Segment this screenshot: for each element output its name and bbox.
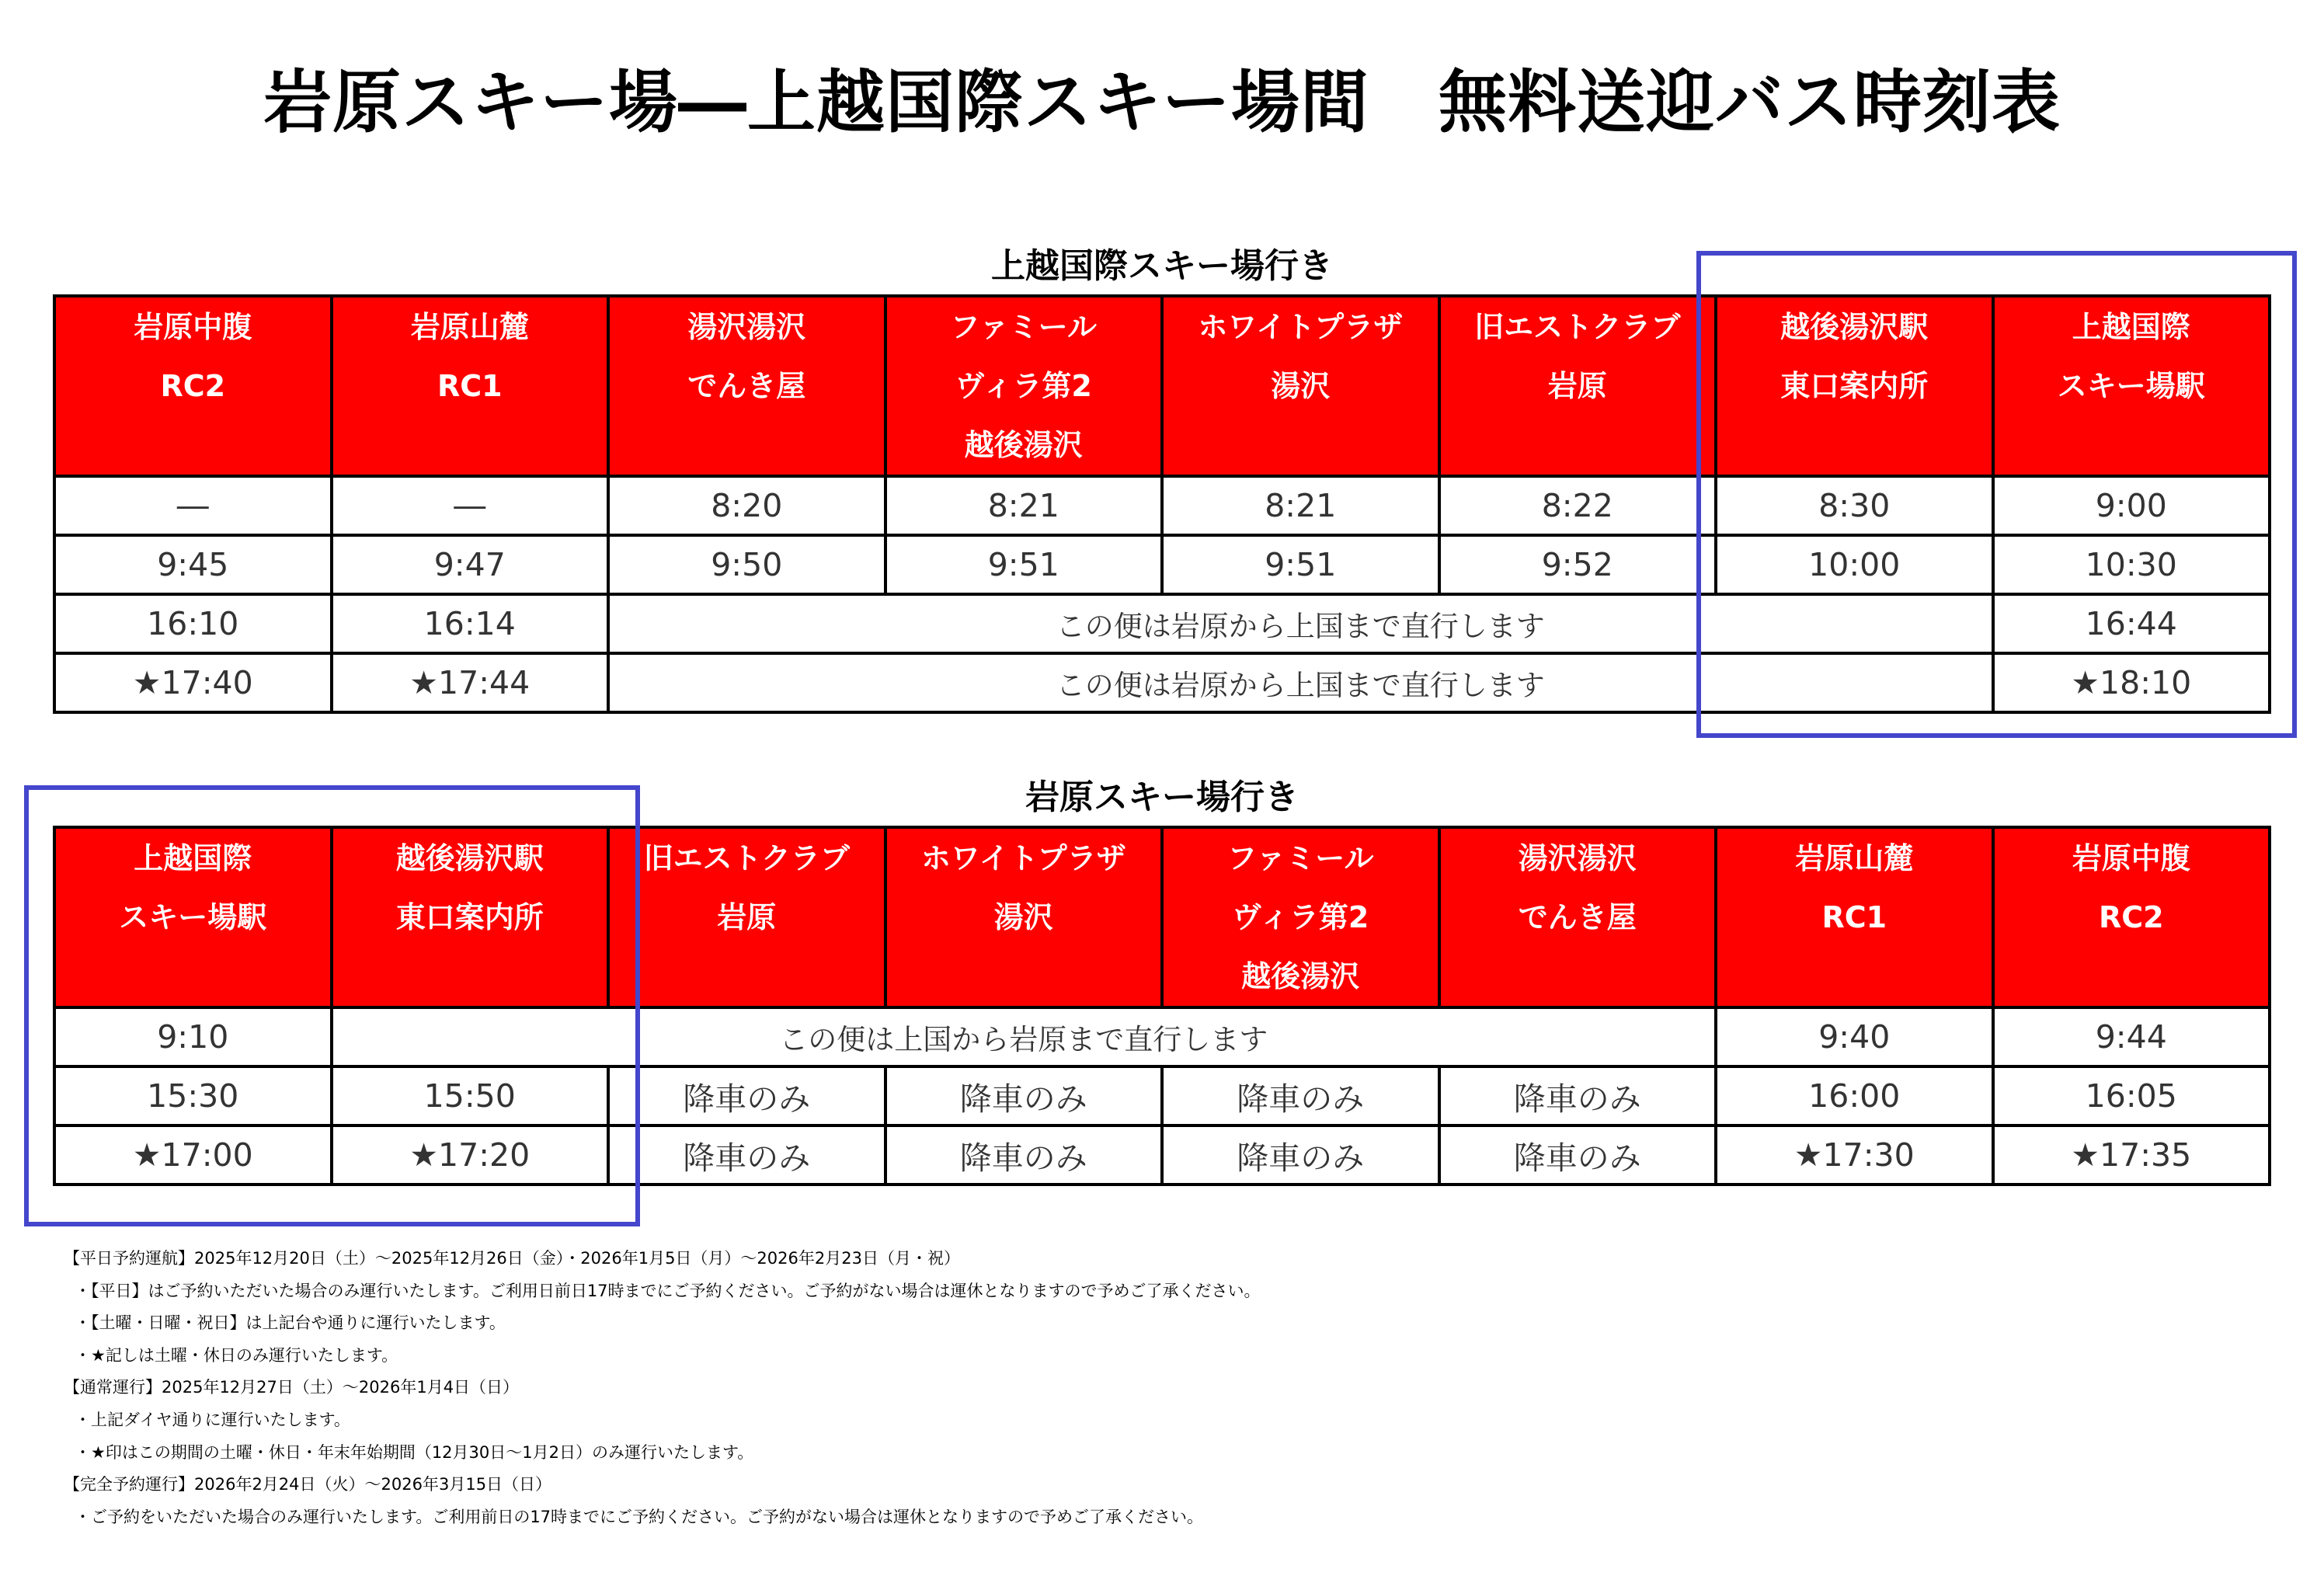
stop-name-line: 岩原中腹: [134, 310, 252, 344]
time-cell: 9:44: [1993, 1007, 2270, 1066]
time-cell: 9:51: [885, 535, 1163, 594]
stop-name-line: ホワイトプラザ: [1198, 310, 1404, 344]
note-line: ・★記しは土曜・休日のみ運行いたします。: [75, 1345, 398, 1365]
stop-header: [54, 827, 332, 1007]
time-cell: 降車のみ: [1162, 1066, 1439, 1125]
time-cell: ★17:35: [1993, 1125, 2270, 1185]
time-cell: 10:30: [1993, 535, 2270, 594]
time-cell: 9:45: [54, 535, 332, 594]
stop-header: [885, 827, 1163, 1007]
table-row: [54, 1125, 2270, 1185]
stop-header: [1162, 296, 1439, 476]
stop-name-line: RC1: [1821, 900, 1887, 934]
stop-name-line: でんき屋: [687, 369, 806, 403]
time-cell: 16:00: [1716, 1066, 1993, 1125]
stop-name-line: ファミール: [1227, 841, 1374, 875]
table-row: [54, 535, 2270, 594]
stop-name-line: RC2: [2098, 900, 2164, 934]
time-cell: 8:21: [1162, 476, 1439, 535]
stop-name-line: 旧エストクラブ: [643, 841, 850, 875]
stop-name-line: ファミール: [950, 310, 1097, 344]
time-cell: 降車のみ: [885, 1066, 1163, 1125]
stop-name-line: スキー場駅: [2057, 369, 2205, 403]
time-cell: 降車のみ: [608, 1125, 885, 1185]
note-line: ・【土曜・日曜・祝日】は上記台や通りに運行いたします。: [75, 1313, 506, 1333]
stop-header: [1993, 296, 2270, 476]
note-line: ・【平日】はご予約いただいた場合のみ運行いたします。ご利用日前日17時までにご予約ください。ご予約がない場合は運休となりますので予めご了承ください。: [75, 1281, 1261, 1300]
time-cell: 降車のみ: [1439, 1125, 1717, 1185]
stop-name-line: 越後湯沢駅: [1780, 310, 1929, 344]
stop-header: [332, 827, 609, 1007]
time-cell: 9:51: [1162, 535, 1439, 594]
stop-name-line: 岩原山麓: [410, 310, 529, 344]
table-row: [54, 476, 2270, 535]
header-row: [54, 827, 2270, 1007]
stop-name-line: RC1: [437, 369, 503, 403]
stop-header: [332, 296, 609, 476]
stop-name-line: ヴィラ第2: [955, 369, 1092, 403]
stop-name-line: 東口案内所: [1780, 369, 1929, 403]
table-row: [54, 1066, 2270, 1125]
table-title-joetsu: 上越国際スキー場行き: [991, 246, 1333, 286]
time-cell: 降車のみ: [608, 1066, 885, 1125]
stop-name-line: 湯沢: [993, 900, 1053, 934]
note-line: ・上記ダイヤ通りに運行いたします。: [75, 1410, 350, 1429]
stop-name-line: 越後湯沢: [964, 428, 1083, 462]
stop-name-line: ホワイトプラザ: [920, 841, 1126, 875]
table-row: [54, 1007, 2270, 1066]
direct-service-note: この便は岩原から上国まで直行します: [608, 594, 1993, 653]
stop-name-line: ヴィラ第2: [1232, 900, 1369, 934]
time-cell: ―: [332, 476, 609, 535]
stop-header: [1716, 296, 1993, 476]
time-cell: 9:40: [1716, 1007, 1993, 1066]
time-cell: 降車のみ: [885, 1125, 1163, 1185]
stop-name-line: 岩原山麓: [1795, 841, 1914, 875]
time-cell: 15:50: [332, 1066, 609, 1125]
note-line: ・★印はこの期間の土曜・休日・年末年始期間（12月30日～1月2日）のみ運行いたします。: [75, 1442, 754, 1462]
time-cell: 16:10: [54, 594, 332, 653]
stop-name-line: 東口案内所: [395, 900, 544, 934]
stop-name-line: 湯沢湯沢: [1518, 841, 1637, 875]
time-cell: ★17:20: [332, 1125, 609, 1185]
timetable-to-iwappara: [53, 826, 2271, 1186]
stop-name-line: RC2: [160, 369, 226, 403]
time-cell: 9:00: [1993, 476, 2270, 535]
time-cell: ★17:30: [1716, 1125, 1993, 1185]
stop-name-line: 上越国際: [134, 841, 252, 875]
time-cell: 9:10: [54, 1007, 332, 1066]
time-cell: ★17:40: [54, 653, 332, 712]
timetable-to-joetsu: [53, 294, 2271, 714]
stop-header: [885, 296, 1163, 476]
time-cell: 9:52: [1439, 535, 1717, 594]
time-cell: 16:44: [1993, 594, 2270, 653]
time-cell: 降車のみ: [1439, 1066, 1717, 1125]
stop-header: [1162, 827, 1439, 1007]
stop-name-line: でんき屋: [1518, 900, 1637, 934]
time-cell: ★18:10: [1993, 653, 2270, 712]
table-title-iwappara: 岩原スキー場行き: [1025, 778, 1299, 817]
stop-header: [608, 296, 885, 476]
note-line: 【通常運行】2025年12月27日（土）～2026年1月4日（日）: [64, 1378, 520, 1397]
time-cell: 降車のみ: [1162, 1125, 1439, 1185]
time-cell: ★17:00: [54, 1125, 332, 1185]
stop-name-line: 岩原中腹: [2072, 841, 2190, 875]
stop-name-line: 越後湯沢駅: [395, 841, 544, 875]
direct-service-note: この便は上国から岩原まで直行します: [332, 1007, 1717, 1066]
time-cell: 16:14: [332, 594, 609, 653]
table-row: [54, 653, 2270, 712]
stop-header: [1716, 827, 1993, 1007]
time-cell: 8:22: [1439, 476, 1717, 535]
stop-header: [1439, 296, 1717, 476]
notes: [64, 1243, 1261, 1533]
time-cell: 8:20: [608, 476, 885, 535]
stop-name-line: 越後湯沢: [1241, 959, 1360, 993]
stop-header: [1993, 827, 2270, 1007]
stop-name-line: 旧エストクラブ: [1474, 310, 1681, 344]
time-cell: 15:30: [54, 1066, 332, 1125]
header-row: [54, 296, 2270, 476]
stop-name-line: 岩原: [717, 900, 777, 934]
time-cell: 10:00: [1716, 535, 1993, 594]
time-cell: 8:21: [885, 476, 1163, 535]
time-cell: ★17:44: [332, 653, 609, 712]
stop-name-line: 湯沢: [1271, 369, 1331, 403]
stop-name-line: 湯沢湯沢: [687, 310, 806, 344]
stop-header: [1439, 827, 1717, 1007]
stop-header: [608, 827, 885, 1007]
stop-name-line: スキー場駅: [119, 900, 267, 934]
note-line: 【完全予約運行】2026年2月24日（火）～2026年3月15日（日）: [64, 1475, 552, 1494]
stop-name-line: 岩原: [1547, 369, 1607, 403]
stop-name-line: 上越国際: [2072, 310, 2190, 344]
time-cell: 9:47: [332, 535, 609, 594]
time-cell: 16:05: [1993, 1066, 2270, 1125]
stop-header: [54, 296, 332, 476]
direct-service-note: この便は岩原から上国まで直行します: [608, 653, 1993, 712]
note-line: ・ご予約をいただいた場合のみ運行いたします。ご利用前日の17時までにご予約ください。ご予約がない場合は運休となりますので予めご了承ください。: [75, 1507, 1204, 1526]
table-row: [54, 594, 2270, 653]
time-cell: 8:30: [1716, 476, 1993, 535]
time-cell: ―: [54, 476, 332, 535]
time-cell: 9:50: [608, 535, 885, 594]
page-title: 岩原スキー場―上越国際スキー場間 無料送迎バス時刻表: [263, 62, 2061, 142]
note-line: 【平日予約運航】2025年12月20日（土）～2025年12月26日（金）・2026年1月5日（月）～2026年2月23日（月・祝）: [64, 1249, 960, 1268]
